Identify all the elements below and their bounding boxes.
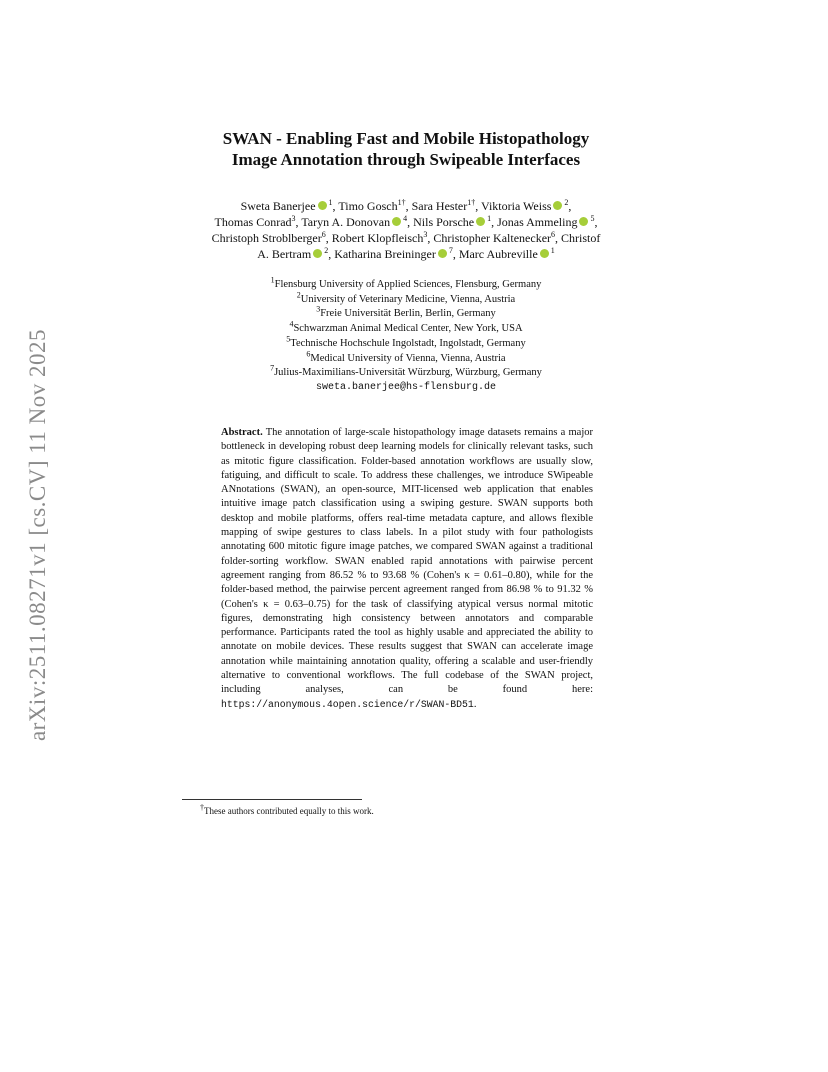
author-name: Christoph Stroblberger: [211, 231, 322, 245]
author-separator: ,: [594, 215, 598, 229]
footnote-text: These authors contributed equally to this work.: [204, 806, 374, 816]
affiliation-text: University of Veterinary Medicine, Vienna, Austria: [300, 293, 516, 305]
affiliation-sup: 4: [289, 319, 294, 329]
affiliation-list: [150, 275, 662, 396]
author-sup: 1: [487, 214, 492, 223]
affiliation-sup: 3: [316, 304, 321, 314]
footnote: [200, 805, 374, 817]
affiliation: [150, 363, 662, 381]
orcid-icon[interactable]: [579, 217, 588, 226]
contact-email[interactable]: sweta.banerjee@hs-flensburg.de: [315, 381, 497, 393]
author-sup: 2: [564, 198, 569, 207]
orcid-icon[interactable]: [476, 217, 485, 226]
author-name: , Robert Klopfleisch: [325, 231, 424, 245]
author-sup: 6: [551, 230, 556, 239]
author-name: , Marc Aubreville: [452, 247, 538, 261]
author-name: , Sara Hester: [405, 199, 468, 213]
arxiv-identifier: arXiv:2511.08271v1 [cs.CV] 11 Nov 2025: [25, 328, 50, 742]
author-line-1: [150, 198, 662, 214]
paper-title: [150, 128, 662, 170]
author-sup: 3: [423, 230, 428, 239]
footnote-sup: †: [200, 803, 204, 812]
affiliation-sup: 5: [286, 334, 291, 344]
orcid-icon[interactable]: [318, 201, 327, 210]
author-name: Thomas Conrad: [214, 215, 292, 229]
affiliation-sup: 1: [270, 275, 275, 285]
author-name: , Timo Gosch: [332, 199, 398, 213]
author-list: [150, 198, 662, 262]
affiliation-text: Medical University of Vienna, Vienna, Austria: [310, 352, 506, 364]
orcid-icon[interactable]: [540, 249, 549, 258]
orcid-icon[interactable]: [553, 201, 562, 210]
author-name: Sweta Banerjee: [240, 199, 316, 213]
author-line-2: [150, 214, 662, 230]
author-sup: 4: [403, 214, 408, 223]
author-separator: ,: [568, 199, 572, 213]
orcid-icon[interactable]: [313, 249, 322, 258]
author-name: , Nils Porsche: [407, 215, 475, 229]
author-name: A. Bertram: [257, 247, 312, 261]
affiliation-text: Technische Hochschule Ingolstadt, Ingolstadt, Germany: [290, 337, 526, 349]
affiliation-text: Julius-Maximilians-Universität Würzburg, Würzburg, Germany: [274, 367, 542, 379]
affiliation: [150, 349, 662, 367]
author-name: , Jonas Ammeling: [491, 215, 578, 229]
author-sup: 1: [550, 246, 555, 255]
author-name: , Christof: [555, 231, 601, 245]
affiliation-sup: 2: [296, 290, 301, 300]
affiliation-sup: 7: [270, 363, 275, 373]
author-sup: 5: [590, 214, 595, 223]
author-line-4: [150, 246, 662, 262]
affiliation-text: Freie Universität Berlin, Berlin, Germany: [320, 308, 496, 320]
affiliation: [150, 290, 662, 308]
abstract-text: The annotation of large-scale histopathology image datasets remains a major bottleneck in developing robust deep learning models for clinically relevant tasks, such as mitotic figure classification. Folder-based annotation workflows are usually slow, fatiguing, and difficult to scale. To address these challenges, we introduce SWipeable ANnotations (SWAN), an open-source, MIT-licensed web application that enables intuitive image patch classification using a swiping gesture. SWAN supports both desktop and mobile platforms, offers real-time metadata capture, and allows flexible mapping of swipe gestures to class labels. In a pilot study with four pathologists annotating 600 mitotic figure image patches, we compared SWAN against a traditional folder-sorting workflow. SWAN enabled rapid annotations with pairwise percent agreement ranging from 86.52 % to 93.68 % (Cohen's κ = 0.61–0.80), while for the folder-based method, the pairwise percent agreement ranged from 86.98 % to 91.32 % (Cohen's κ = 0.63–0.75) for the task of classifying atypical versus normal mitotic figures, demonstrating high consistency between annotators and comparable performance. Participants rated the tool as highly usable and appreciated the ability to annotate on mobile devices. These results suggest that SWAN can accelerate image annotation while maintaining annotation quality, offering a scalable and user-friendly alternative to conventional workflows. The full codebase of the SWAN project, including analyses, can be found here:: [221, 427, 593, 696]
affiliation-sup: 6: [306, 349, 311, 359]
affiliation-text: Schwarzman Animal Medical Center, New York, USA: [293, 323, 523, 335]
affiliation-text: Flensburg University of Applied Sciences, Flensburg, Germany: [274, 279, 542, 290]
author-sup: 7: [448, 246, 453, 255]
author-sup: 1†: [397, 198, 406, 207]
abstract-label: Abstract.: [221, 427, 263, 438]
orcid-icon[interactable]: [438, 249, 447, 258]
author-sup: 1†: [467, 198, 476, 207]
affiliation: [150, 334, 662, 352]
affiliation: [150, 319, 662, 337]
abstract: [221, 426, 593, 712]
title-line-1: SWAN - Enabling Fast and Mobile Histopathology: [222, 129, 590, 148]
author-line-3: [150, 230, 662, 246]
author-name: , Christopher Kaltenecker: [427, 231, 552, 245]
code-url-link[interactable]: https://anonymous.4open.science/r/SWAN-BD51: [221, 698, 474, 710]
author-sup: 3: [291, 214, 296, 223]
author-name: , Taryn A. Donovan: [295, 215, 391, 229]
author-name: , Katharina Breininger: [328, 247, 436, 261]
footnote-rule: [182, 799, 362, 800]
author-sup: 6: [321, 230, 326, 239]
affiliation: [150, 275, 662, 293]
orcid-icon[interactable]: [392, 217, 401, 226]
author-name: , Viktoria Weiss: [475, 199, 552, 213]
abstract-end: .: [473, 698, 477, 710]
arxiv-sidebar-stamp: [20, 300, 56, 770]
affiliation: [150, 304, 662, 322]
title-line-2: Image Annotation through Swipeable Interfaces: [231, 150, 581, 169]
author-sup: 1: [328, 198, 333, 207]
author-sup: 2: [324, 246, 329, 255]
